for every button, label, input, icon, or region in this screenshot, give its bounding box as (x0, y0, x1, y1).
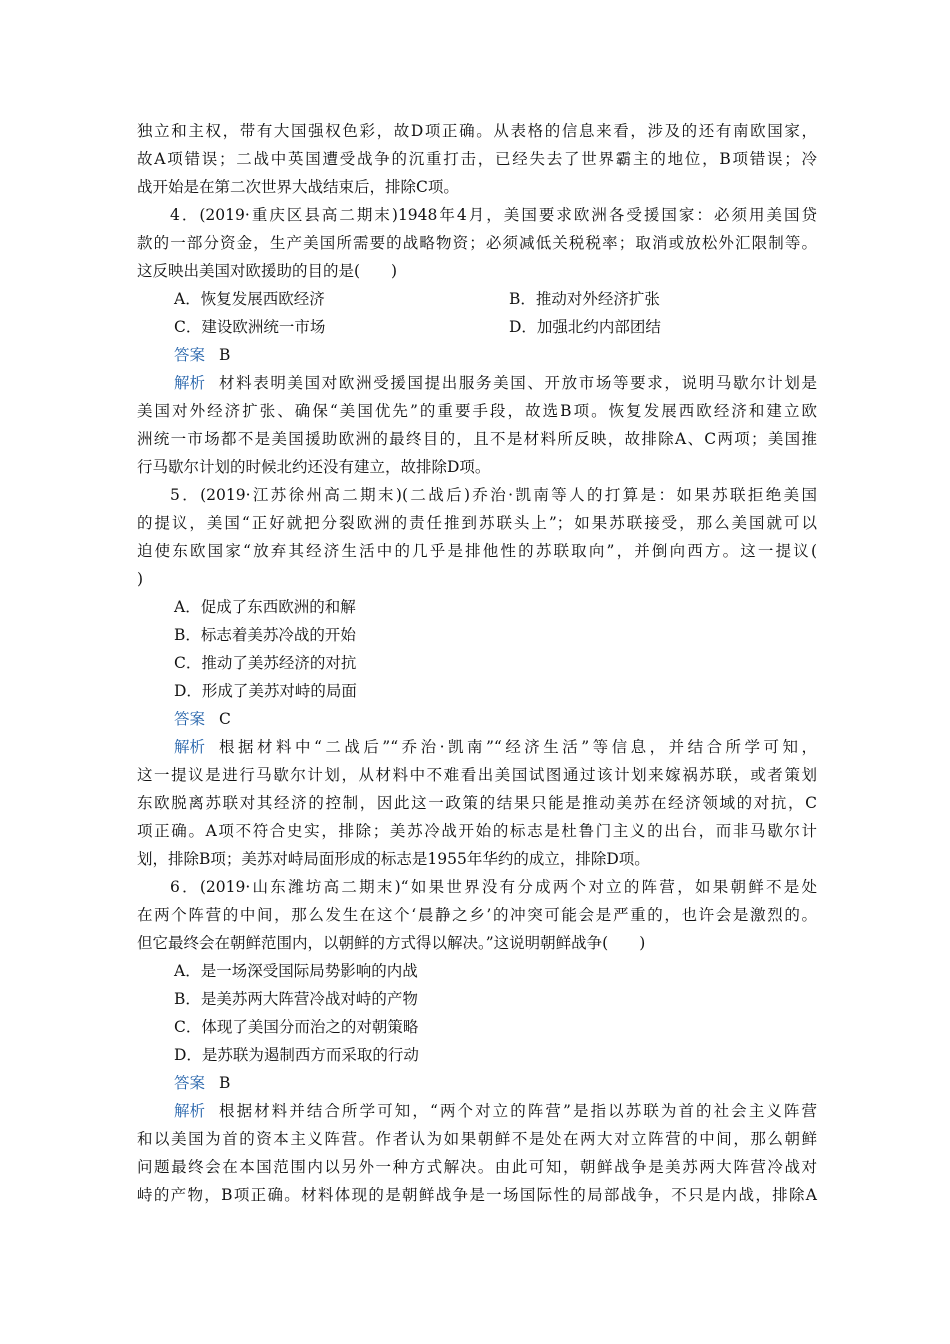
q4-stem-line: 款的一部分资金，生产美国所需要的战略物资；必须减低关税税率；取消或放松外汇限制等。 (137, 234, 817, 252)
q6-stem-line: 在两个阵营的中间，那么发生在这个‘晨静之乡’的冲突可能会是严重的，也许会是激烈的。 (137, 906, 817, 924)
q5-analysis-line: 划，排除B项；美苏对峙局面形成的标志是1955年华约的成立，排除D项。 (137, 850, 650, 868)
answer-value: B (219, 1074, 231, 1092)
analysis-label: 解析 (174, 374, 206, 392)
q4-option-b[interactable]: B．推动对外经济扩张 (509, 290, 660, 308)
q5-analysis-line: 项正确。A项不符合史实，排除；美苏冷战开始的标志是杜鲁门主义的出台，而非马歇尔计 (137, 822, 817, 840)
q5-stem-line: 迫使东欧国家“放弃其经济生活中的几乎是排他性的苏联取向”，并倒向西方。这一提议( (137, 542, 817, 560)
q5-option-a[interactable]: A．促成了东西欧洲的和解 (174, 598, 356, 616)
answer-label: 答案 (174, 710, 206, 728)
q6-answer (174, 1072, 230, 1094)
q5-option-b[interactable]: B．标志着美苏冷战的开始 (174, 626, 356, 644)
q5-option-d[interactable]: D．形成了美苏对峙的局面 (174, 682, 357, 700)
q6-stem-line: 6．(2019·山东潍坊高二期末)“如果世界没有分成两个对立的阵营，如果朝鲜不是处 (170, 878, 817, 896)
analysis-label: 解析 (174, 738, 206, 756)
q6-analysis-line: 和以美国为首的资本主义阵营。作者认为如果朝鲜不是处在两大对立阵营的中间，那么朝鲜 (137, 1130, 817, 1148)
q4-analysis-line: 解析 材料表明美国对欧洲受援国提出服务美国、开放市场等要求，说明马歇尔计划是 (174, 374, 817, 392)
q5-analysis-line: 这一提议是进行马歇尔计划，从材料中不难看出美国试图通过该计划来嫁祸苏联，或者策划 (137, 766, 817, 784)
analysis-label: 解析 (174, 1102, 206, 1120)
q5-analysis-line: 东欧脱离苏联对其经济的控制，因此这一政策的结果只能是推动美苏在经济领域的对抗，C (137, 794, 817, 812)
q4-option-c[interactable]: C．建设欧洲统一市场 (174, 318, 326, 336)
q4-option-a[interactable]: A．恢复发展西欧经济 (174, 290, 325, 308)
answer-label: 答案 (174, 1074, 206, 1092)
q6-option-d[interactable]: D．是苏联为遏制西方而采取的行动 (174, 1046, 419, 1064)
q6-analysis-line: 问题最终会在本国范围内以另外一种方式解决。由此可知，朝鲜战争是美苏两大阵营冷战对 (137, 1158, 817, 1176)
answer-value: C (219, 710, 231, 728)
intro-line: 故A项错误；二战中英国遭受战争的沉重打击，已经失去了世界霸主的地位，B项错误；冷 (137, 150, 817, 168)
intro-line: 独立和主权，带有大国强权色彩，故D项正确。从表格的信息来看，涉及的还有南欧国家， (137, 122, 817, 140)
q4-answer (174, 344, 230, 366)
q4-stem-line: 这反映出美国对欧援助的目的是( ) (137, 262, 398, 280)
q6-analysis-line: 峙的产物，B项正确。材料体现的是朝鲜战争是一场国际性的局部战争，不只是内战，排除A (137, 1186, 817, 1204)
q5-stem-line: 5．(2019·江苏徐州高二期末)(二战后)乔治·凯南等人的打算是：如果苏联拒绝美国 (170, 486, 817, 504)
q4-analysis-line: 美国对外经济扩张、确保“美国优先”的重要手段，故选B项。恢复发展西欧经济和建立欧 (137, 402, 817, 420)
q5-option-c[interactable]: C．推动了美苏经济的对抗 (174, 654, 357, 672)
answer-label: 答案 (174, 346, 206, 364)
q4-analysis-line: 行马歇尔计划的时候北约还没有建立，故排除D项。 (137, 458, 491, 476)
q6-option-c[interactable]: C．体现了美国分而治之的对朝策略 (174, 1018, 419, 1036)
q5-answer (174, 708, 231, 730)
q6-option-b[interactable]: B．是美苏两大阵营冷战对峙的产物 (174, 990, 418, 1008)
q4-analysis-line: 洲统一市场都不是美国援助欧洲的最终目的，且不是材料所反映，故排除A、C两项；美国推 (137, 430, 817, 448)
answer-value: B (219, 346, 231, 364)
q5-stem-line: 的提议，美国“正好就把分裂欧洲的责任推到苏联头上”；如果苏联接受，那么美国就可以 (137, 514, 817, 532)
q6-stem-line: 但它最终会在朝鲜范围内，以朝鲜的方式得以解决。”这说明朝鲜战争( ) (137, 934, 646, 952)
intro-line: 战开始是在第二次世界大战结束后，排除C项。 (137, 178, 459, 196)
q5-stem-line: ) (137, 570, 144, 588)
q4-option-d[interactable]: D．加强北约内部团结 (509, 318, 661, 336)
q4-stem-line: 4．(2019·重庆区县高二期末)1948年4月，美国要求欧洲各受援国家：必须用美国贷 (170, 206, 817, 224)
q6-analysis-line: 解析 根据材料并结合所学可知，“两个对立的阵营”是指以苏联为首的社会主义阵营 (174, 1102, 817, 1120)
q6-option-a[interactable]: A．是一场深受国际局势影响的内战 (174, 962, 418, 980)
q5-analysis-line: 解析 根据材料中“二战后”“乔治·凯南”“经济生活”等信息，并结合所学可知， (174, 738, 817, 756)
